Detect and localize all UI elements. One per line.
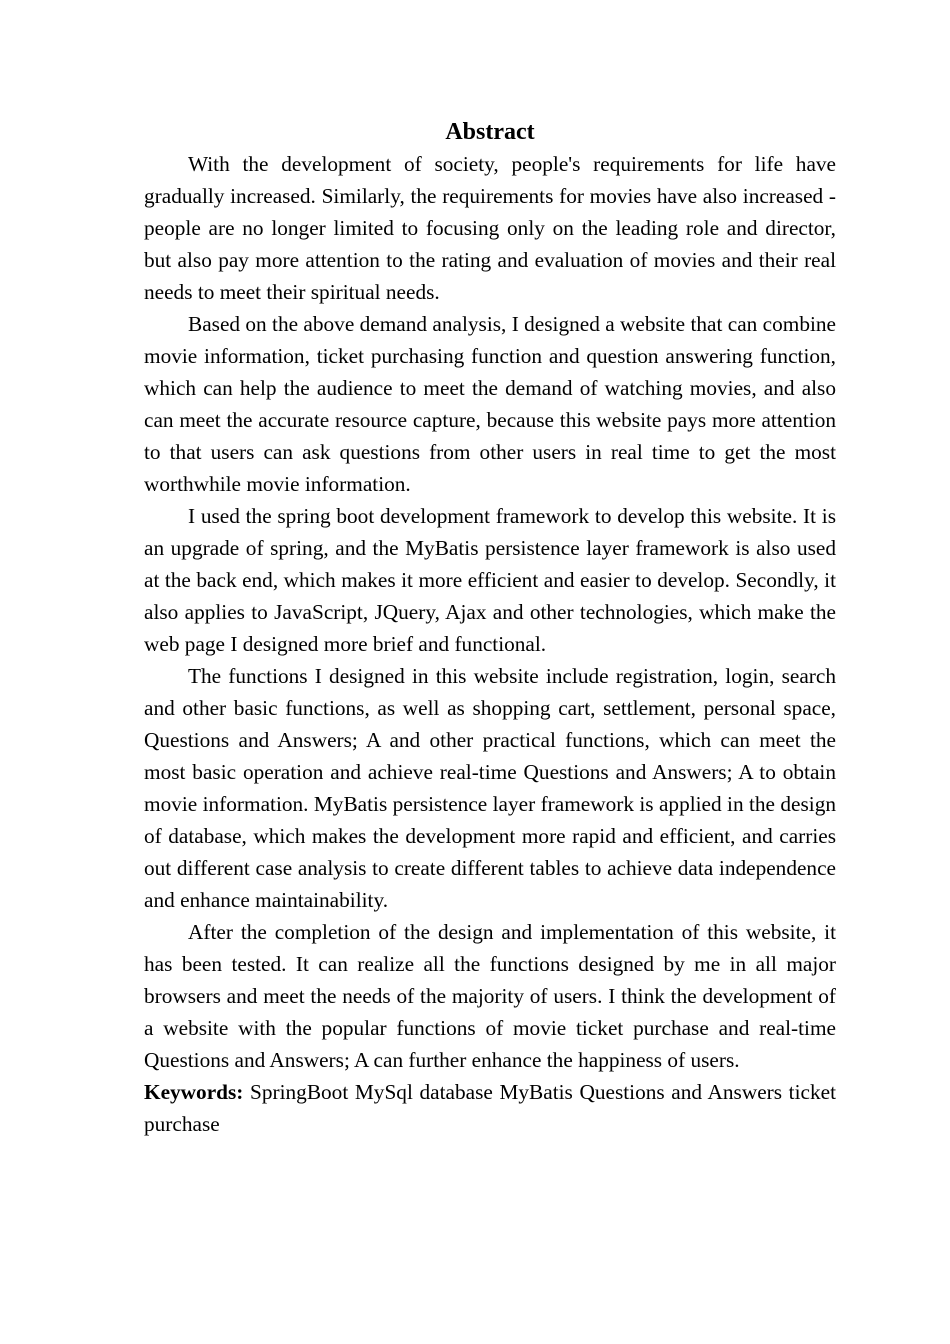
abstract-paragraph: Based on the above demand analysis, I designed a website that can combine movie information, ticket purchasing function and question answering function, which can help the audience to meet the demand of watching movies, and also can meet the accurate resource capture, because this website pays more attention to that users can ask questions from other users in real time to get the most worthwhile movie information. [144, 312, 836, 496]
abstract-section [144, 116, 836, 1140]
abstract-paragraph: After the completion of the design and implementation of this website, it has been tested. It can realize all the functions designed by me in all major browsers and meet the needs of the majority of users. I think the development of a website with the popular functions of movie ticket purchase and real-time Questions and Answers; A can further enhance the happiness of users. [144, 920, 836, 1072]
keywords-label: Keywords: [144, 1080, 244, 1104]
abstract-paragraph: The functions I designed in this website include registration, login, search and other basic functions, as well as shopping cart, settlement, personal space, Questions and Answers; A and other practical functions, which can meet the most basic operation and achieve real-time Questions and Answers; A to obtain movie information. MyBatis persistence layer framework is applied in the design of database, which makes the development more rapid and efficient, and carries out different case analysis to create different tables to achieve data independence and enhance maintainability. [144, 664, 836, 912]
abstract-title: Abstract [445, 119, 535, 145]
abstract-paragraph: With the development of society, people's requirements for life have gradually increased. Similarly, the requirements for movies have also increased - people are no longer limited to focusing only on the leading role and director, but also pay more attention to the rating and evaluation of movies and their real needs to meet their spiritual needs. [144, 152, 836, 304]
keywords-text: SpringBoot MySql database MyBatis Questions and Answers ticket purchase [144, 1080, 836, 1136]
abstract-paragraph: I used the spring boot development framework to develop this website. It is an upgrade of spring, and the MyBatis persistence layer framework is also used at the back end, which makes it more efficient and easier to develop. Secondly, it also applies to JavaScript, JQuery, Ajax and other technologies, which make the web page I designed more brief and functional. [144, 504, 836, 656]
keywords-line [144, 1076, 836, 1140]
